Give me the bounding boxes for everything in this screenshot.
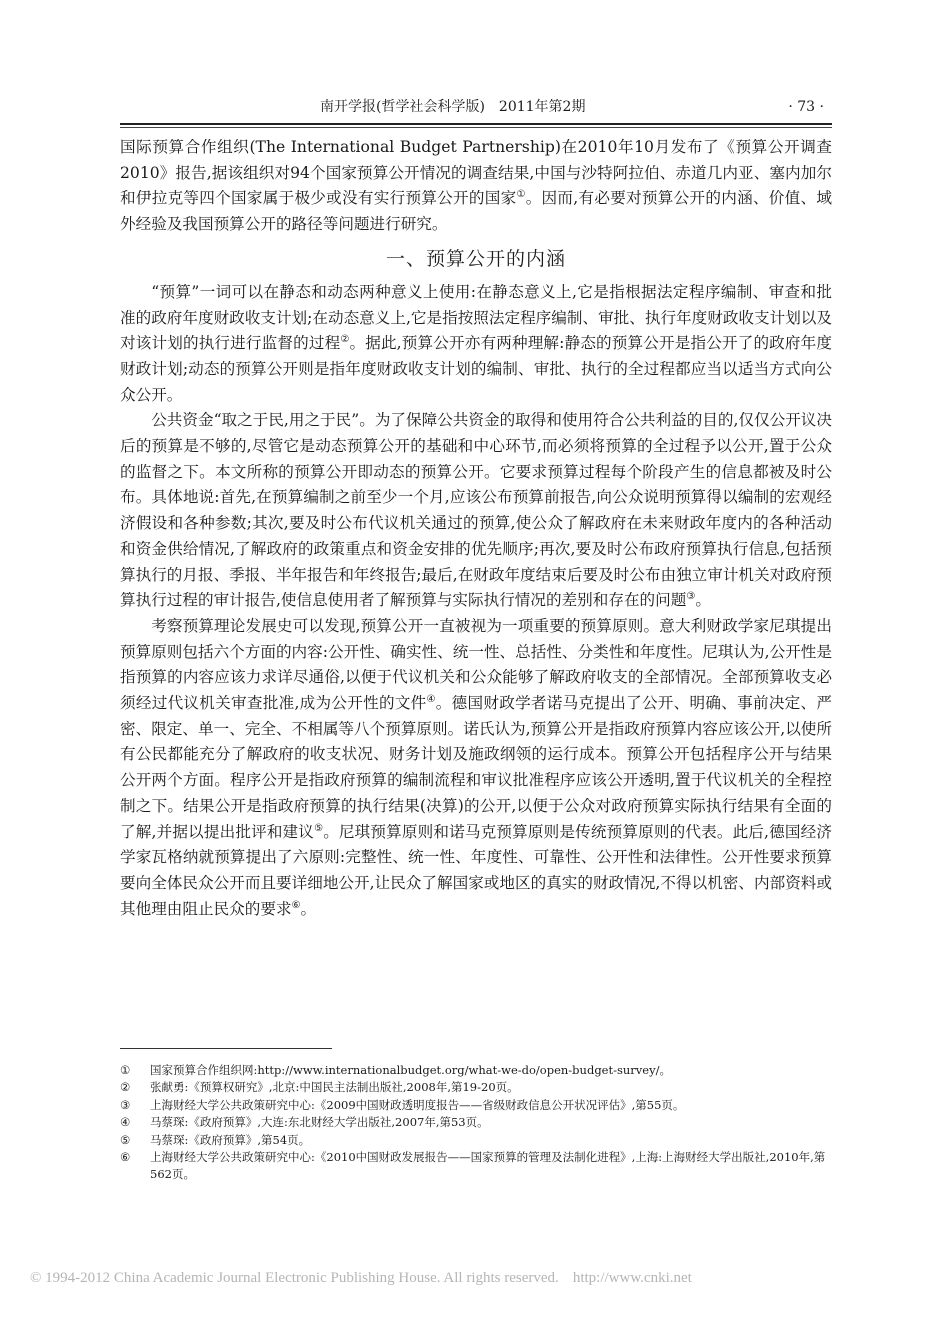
header-rule-thin [120,127,832,128]
footnote-ref: ④ [426,693,436,705]
footnote-ref: ② [340,334,350,346]
footnote-marker: ④ [120,1115,131,1130]
copyright-watermark [30,1268,920,1288]
paragraph-definition [120,280,832,409]
article-body [120,135,832,922]
footnote-text: 马蔡琛:《政府预算》,第54页。 [150,1132,311,1147]
footnote-text: 国家预算合作组织网:http://www.internationalbudget.org/what-we-do/open-budget-survey/。 [150,1063,671,1077]
footnote-marker: ② [120,1080,131,1095]
paragraph-text: 。据此,预算公开亦有两种理解:静态的预算公开是指公开了的政府年度财政计划;动态的预算公开则是指年度财政收支计划的编制、审批、执行的全过程都应当以适当方式向公众公开。 [120,334,832,404]
footnote-marker: ⑤ [120,1132,131,1147]
paragraph-text: 。 [300,899,317,918]
running-header [120,96,832,118]
footnote-text: 上海财经大学公共政策研究中心:《2009中国财政透明度报告——省级财政信息公开状况评估》,第55页。 [150,1097,685,1112]
footnote-item [120,1097,832,1114]
footnote-marker: ③ [120,1097,131,1112]
paragraph-theory [120,614,832,922]
footnote-ref: ⑤ [314,822,324,834]
paragraph-text: 。因而,有必要对预算公开的内涵、价值、域外经验及我国预算公开的路径等问题进行研究。 [120,189,832,234]
footnote-item [120,1114,832,1131]
footnote-marker: ⑥ [120,1150,131,1165]
footnote-divider [120,1048,332,1049]
copyright-url[interactable]: http://www.cnki.net [572,1270,692,1286]
section-heading: 一、预算公开的内涵 [385,247,566,270]
paragraph-text: “预算”一词可以在静态和动态两种意义上使用:在静态意义上,它是指根据法定程序编制、审查和批准的政府年度财政收支计划;在动态意义上,它是指按照法定程序编制、审批、执行年度财政收支计划以及对该计划的执行进行监督的过程 [120,282,832,353]
page-number: · 73 · [788,99,824,115]
copyright-text: © 1994-2012 China Academic Journal Electronic Publishing House. All rights reserved. [30,1270,559,1286]
footnote-ref: ③ [686,591,696,603]
footnote-marker: ① [120,1063,131,1077]
paragraph-text: 公共资金“取之于民,用之于民”。为了保障公共资金的取得和使用符合公共利益的目的,仅仅公开议决后的预算是不够的,尽管它是动态预算公开的基础和中心环节,而必须将预算的全过程予以公开,置于公众的监督之下。本文所称的预算公开即动态的预算公开。它要求预算过程每个阶段产生的信息都被及时公布。具体地说:首先,在预算编制之前至少一个月,应该公布预算前报告,向公众说明预算得以编制的宏观经济假设和各种参数;其次,要及时公布代议机关通过的预算,使公众了解政府在未来财政年度内的各种活动和资金供给情况,了解政府的政策重点和资金安排的优先顺序;再次,要及时公布政府预算执行信息,包括预算执行的月报、季报、半年报告和年终报告;最后,在财政年度结束后要及时公布由独立审计机关对政府预算执行过程的审计报告,使信息使用者了解预算与实际执行情况的差别和存在的问题 [120,411,832,610]
footnote-item [120,1079,832,1096]
footnote-item [120,1149,832,1184]
paragraph-text: 。 [695,591,711,610]
paragraph-intro [120,135,832,238]
journal-title: 南开学报(哲学社会科学版) 2011年第2期 [320,99,586,115]
footnotes [120,1062,832,1184]
footnote-ref: ⑥ [291,899,301,911]
header-rule [120,123,832,125]
paragraph-text: 。尼琪预算原则和诺马克预算原则是传统预算原则的代表。此后,德国经济学家瓦格纳就预算提出了六原则:完整性、统一性、年度性、可靠性、公开性和法律性。公开性要求预算要向全体民众公开而且要详细地公开,让民众了解国家或地区的真实的财政情况,不得以机密、内部资料或其他理由阻止民众的要求 [120,822,832,918]
paragraph-text: 国际预算合作组织(The International Budget Partnership)在2010年10月发布了《预算公开调查2010》报告,据该组织对94个国家预算公开情况的调查结果,中国与沙特阿拉伯、赤道几内亚、塞内加尔和伊拉克等四个国家属于极少或没有实行预算公开的国家 [120,138,832,208]
footnote-item [120,1132,832,1149]
footnote-text: 张献勇:《预算权研究》,北京:中国民主法制出版社,2008年,第19-20页。 [150,1080,519,1095]
paragraph-public-funds [120,408,832,614]
footnote-text: 马蔡琛:《政府预算》,大连:东北财经大学出版社,2007年,第53页。 [150,1115,489,1130]
footnote-text: 上海财经大学公共政策研究中心:《2010中国财政发展报告——国家预算的管理及法制化进程》,上海:上海财经大学出版社,2010年,第562页。 [150,1150,826,1182]
paragraph-text: 考察预算理论发展史可以发现,预算公开一直被视为一项重要的预算原则。意大利财政学家尼琪提出预算原则包括六个方面的内容:公开性、确实性、统一性、总括性、分类性和年度性。尼琪认为,公开性是指预算的内容应该力求详尽通俗,以便于代议机关和公众能够了解政府收支的全部情况。全部预算收支必须经过代议机关审查批准,成为公开性的文件 [120,616,832,713]
footnote-ref: ① [516,189,526,201]
footnote-item [120,1062,832,1079]
paragraph-text: 。德国财政学者诺马克提出了公开、明确、事前决定、严密、限定、单一、完全、不相属等八个预算原则。诺氏认为,预算公开是指政府预算内容应该公开,以使所有公民都能充分了解政府的收支状况、财务计划及施政纲领的运行成本。预算公开包括程序公开与结果公开两个方面。程序公开是指政府预算的编制流程和审议批准程序应该公开透明,置于代议机关的全程控制之下。结果公开是指政府预算的执行结果(决算)的公开,以便于公众对政府预算实际执行结果有全面的了解,并据以提出批评和建议 [120,694,832,841]
